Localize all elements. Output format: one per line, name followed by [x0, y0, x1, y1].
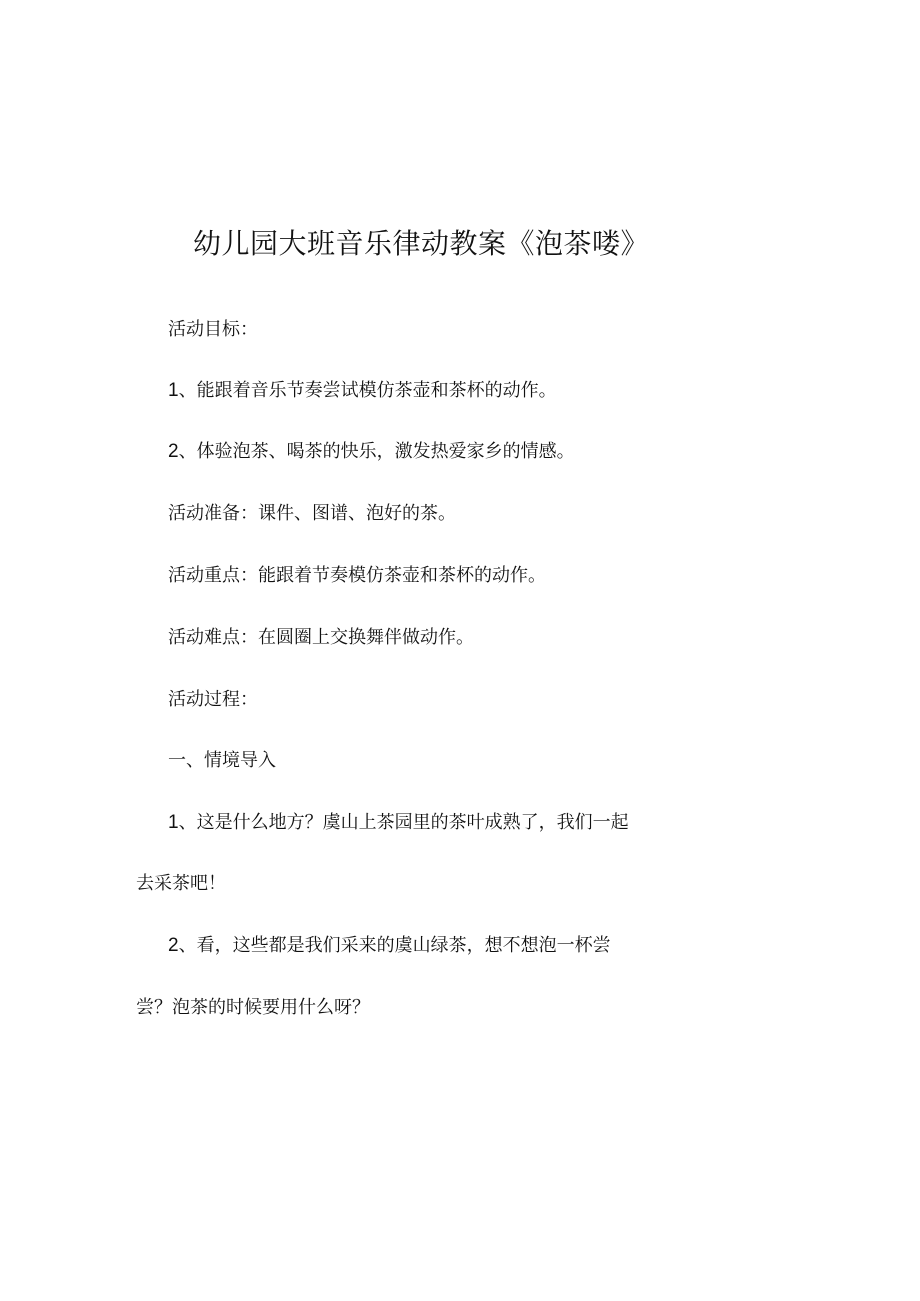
difficulty-line: 活动难点：在圆圈上交换舞伴做动作。: [168, 627, 474, 648]
goal-1-number: 1: [168, 380, 179, 401]
step-2-text-1: 、看，这些都是我们采来的虞山绿茶，想不想泡一杯尝: [178, 935, 611, 956]
step-2-number: 2: [168, 935, 179, 956]
process-heading: 活动过程：: [168, 689, 258, 710]
goal-1-text: 、能跟着音乐节奏尝试模仿茶壶和茶杯的动作。: [178, 380, 557, 401]
step-1-line-1: [168, 811, 629, 835]
goal-2-text: 、体验泡茶、喝茶的快乐，激发热爱家乡的情感。: [178, 441, 575, 462]
step-1-text-1: 、这是什么地方？虞山上茶园里的茶叶成熟了，我们一起: [178, 812, 629, 833]
step-1-line-2: 去采茶吧！: [136, 873, 226, 894]
step-2-line-1: [168, 934, 611, 958]
goals-heading: 活动目标：: [168, 319, 258, 340]
preparation-line: 活动准备：课件、图谱、泡好的茶。: [168, 503, 456, 524]
goal-2-number: 2: [168, 441, 179, 462]
document-title: 幼儿园大班音乐律动教案《泡茶喽》: [193, 227, 650, 260]
goal-item-1: [168, 379, 557, 403]
step-2-line-2: 尝？泡茶的时候要用什么呀？: [136, 997, 370, 1018]
goal-item-2: [168, 440, 575, 464]
section-1-heading: 一、情境导入: [168, 750, 276, 771]
step-1-number: 1: [168, 812, 179, 833]
key-point-line: 活动重点：能跟着节奏模仿茶壶和茶杯的动作。: [168, 565, 546, 586]
